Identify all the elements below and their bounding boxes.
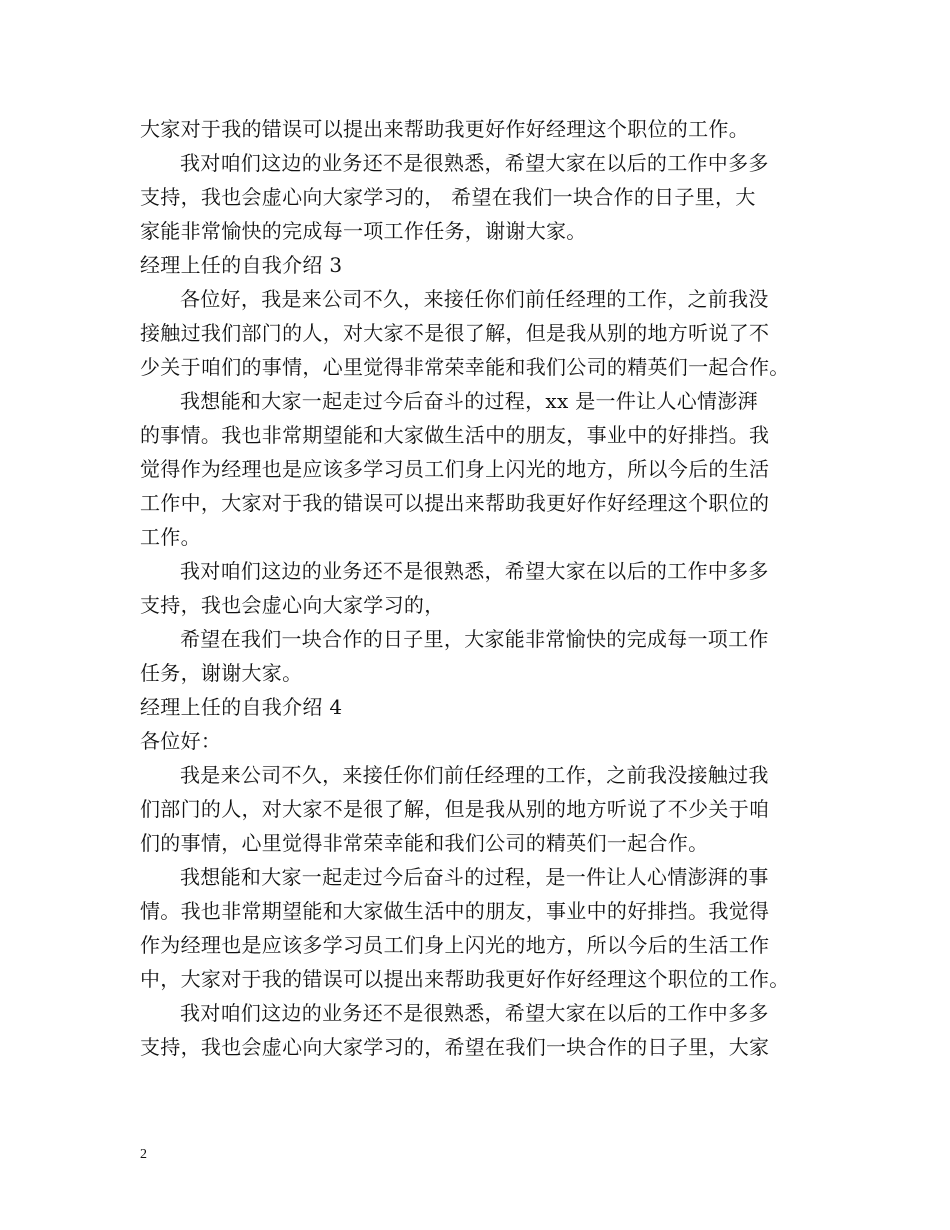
- text-line: 我对咱们这边的业务还不是很熟悉，希望大家在以后的工作中多多: [180, 151, 769, 175]
- document-body: [140, 112, 820, 1064]
- text-line: 各位好，我是来公司不久，来接任你们前任经理的工作，之前我没: [180, 287, 769, 311]
- text-line: 觉得作为经理也是应该多学习员工们身上闪光的地方，所以今后的生活: [140, 457, 770, 481]
- text-line: 少关于咱们的事情，心里觉得非常荣幸能和我们公司的精英们一起合作。: [140, 355, 790, 379]
- page-number: 2: [140, 1147, 147, 1162]
- text-line: 们部门的人，对大家不是很了解，但是我从别的地方听说了不少关于咱: [140, 797, 770, 821]
- text-line: 的事情。我也非常期望能和大家做生活中的朋友，事业中的好排挡。我: [140, 423, 770, 447]
- text-line: 我对咱们这边的业务还不是很熟悉，希望大家在以后的工作中多多: [180, 559, 769, 583]
- text-line: 支持，我也会虚心向大家学习的， 希望在我们一块合作的日子里，大: [140, 185, 756, 209]
- text-line: 们的事情，心里觉得非常荣幸能和我们公司的精英们一起合作。: [140, 831, 709, 855]
- text-line: 我想能和大家一起走过今后奋斗的过程，是一件让人心情澎湃的事: [180, 865, 769, 889]
- section-heading: 经理上任的自我介绍 4: [140, 695, 343, 719]
- text-line: 工作。: [140, 525, 201, 549]
- salutation: 各位好：: [140, 729, 222, 753]
- text-line: 工作中，大家对于我的错误可以提出来帮助我更好作好经理这个职位的: [140, 491, 770, 515]
- text-line: 希望在我们一块合作的日子里，大家能非常愉快的完成每一项工作: [180, 627, 769, 651]
- text-line: 大家对于我的错误可以提出来帮助我更好作好经理这个职位的工作。: [140, 117, 749, 141]
- text-line: 支持，我也会虚心向大家学习的，希望在我们一块合作的日子里，大家: [140, 1035, 770, 1059]
- text-line: 中，大家对于我的错误可以提出来帮助我更好作好经理这个职位的工作。: [140, 967, 790, 991]
- text-line: 接触过我们部门的人，对大家不是很了解，但是我从别的地方听说了不: [140, 321, 770, 345]
- text-line: 作为经理也是应该多学习员工们身上闪光的地方，所以今后的生活工作: [140, 933, 770, 957]
- text-line: 我对咱们这边的业务还不是很熟悉，希望大家在以后的工作中多多: [180, 1001, 769, 1025]
- text-line: 任务，谢谢大家。: [140, 661, 303, 685]
- text-line: 我想能和大家一起走过今后奋斗的过程，xx 是一件让人心情澎湃: [180, 389, 758, 413]
- text-line: 情。我也非常期望能和大家做生活中的朋友，事业中的好排挡。我觉得: [140, 899, 770, 923]
- text-line: 支持，我也会虚心向大家学习的，: [140, 593, 445, 617]
- text-line: 我是来公司不久，来接任你们前任经理的工作，之前我没接触过我: [180, 763, 769, 787]
- section-heading: 经理上任的自我介绍 3: [140, 253, 343, 277]
- text-line: 家能非常愉快的完成每一项工作任务，谢谢大家。: [140, 219, 587, 243]
